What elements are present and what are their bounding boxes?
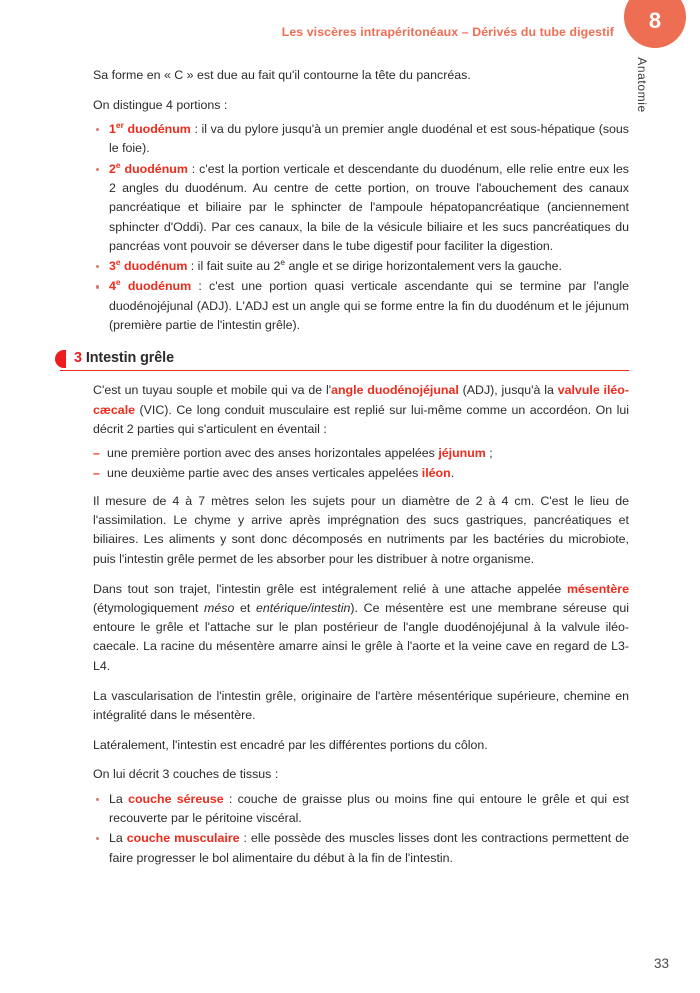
tissue-layers-list — [93, 790, 629, 868]
tissue-highlight: couche musculaire — [126, 831, 240, 846]
p1-part-b: (ADJ), jusqu'à la — [458, 383, 558, 398]
list-item — [93, 277, 629, 335]
chapter-number: 8 — [648, 8, 662, 33]
section-heading — [55, 349, 629, 371]
list-lead-text: On distingue 4 portions : — [93, 97, 228, 112]
item-text: : il fait suite au 2 — [187, 259, 281, 274]
list-item — [93, 160, 629, 256]
parts-dash-list — [93, 444, 629, 483]
ordinal-suffix: er — [115, 119, 124, 130]
list-item — [93, 829, 629, 868]
header-title: Les viscères intrapéritonéaux – Dérivés du tube digestif — [281, 25, 614, 39]
ordinal-suffix: e — [115, 159, 121, 170]
section-paragraph-6: On lui décrit 3 couches de tissus : — [93, 767, 279, 782]
tissue-text: : couche de graisse plus ou moins fine qui entoure le grêle et qui est recouverte par le péritoine viscéral. — [109, 791, 629, 825]
p1-highlight-2: valvule iléo-cæcale — [93, 383, 630, 417]
term-label: 4e duodénum — [109, 277, 192, 294]
item-text-cont: angle et se dirige horizontalement vers la gauche. — [285, 259, 562, 274]
chapter-badge — [624, 0, 686, 48]
list-item — [93, 257, 629, 276]
dash-text-a: une deuxième partie avec des anses verticales appelées — [107, 465, 422, 480]
section-heading-text — [55, 350, 174, 366]
duodenum-list — [93, 120, 629, 335]
dash-text-b: . — [450, 465, 455, 480]
tissue-prefix: La — [109, 791, 129, 806]
dash-highlight: iléon — [421, 465, 451, 480]
side-tab-anatomie: Anatomie — [634, 57, 649, 113]
list-item — [93, 790, 629, 829]
ordinal-suffix: e — [115, 257, 121, 268]
term-label: 3e duodénum — [109, 257, 188, 274]
tissue-text: : elle possède des muscles lisses dont les contractions permettent de faire progresser le bol alimentaire du début à la fin de l'intestin. — [109, 831, 629, 865]
p3-part-d: ). Ce mésentère est une membrane séreuse qui entoure le grêle et l'attache sur le plan postérieur de l'angle duodénojéjunal à la valvule iléo-caecale. La racine du mésentère amarre ainsi le grêle à l'aorte et la veine cave en regard de L3-L4. — [93, 600, 630, 673]
list-item — [93, 444, 629, 463]
p1-highlight-1: angle duodénojéjunal — [331, 383, 459, 398]
section-paragraph-2: Il mesure de 4 à 7 mètres selon les sujets pour un diamètre de 2 à 4 cm. C'est le lieu de l'assimilation. Le chyme y arrive après imprégnation des sucs gastriques, pancréatiques et biliaires. Les aliments y sont donc décomposés en nutriments par les bactéries du microbiote, puis l'intestin grêle permet de les absorber pour les distribuer à notre organisme. — [93, 493, 629, 566]
section-title: Intestin grêle — [85, 350, 174, 367]
p3-highlight: mésentère — [567, 581, 629, 596]
ordinal-suffix: e — [115, 277, 121, 288]
page-content — [74, 66, 630, 878]
p1-part-c: (VIC). Ce long conduit musculaire est replié sur lui-même comme un accordéon. On lui décrit 2 parties qui s'articulent en éventail : — [93, 402, 629, 436]
p1-part-a: C'est un tuyau souple et mobile qui va de l' — [93, 383, 332, 398]
item-text: : c'est la portion verticale et descendante du duodénum, elle relie entre eux les 2 angles du duodénum. Au centre de cette portion, on trouve l'abouchement des canaux pancréatique et biliaire par le sphincter de l'ampoule hépatopancréatique (anciennement sphincter d'Oddi). Par ces canaux, la bile de la vésicule biliaire et les sucs pancréatiques du pancréas vont pouvoir se déverser dans le tube digestif pour faciliter la digestion. — [109, 161, 629, 253]
page-number: 33 — [653, 956, 669, 971]
p3-part-c: et — [234, 600, 257, 615]
intro-paragraph: Sa forme en « C » est due au fait qu'il contourne la tête du pancréas. — [93, 68, 471, 82]
section-paragraph-3 — [93, 580, 629, 676]
dash-text-a: une première portion avec des anses horizontales appelées — [107, 446, 439, 461]
dash-highlight: jéjunum — [438, 446, 486, 461]
p3-italic-2: entérique/intestin — [256, 600, 351, 615]
ordinal-suffix-inline: e — [280, 257, 286, 268]
term-label: 1er duodénum — [109, 119, 191, 137]
term-label: 2e duodénum — [109, 159, 188, 176]
section-paragraph-5: Latéralement, l'intestin est encadré par les différentes portions du côlon. — [93, 737, 488, 752]
section-rule — [60, 370, 629, 371]
list-item — [93, 120, 629, 159]
tissue-highlight: couche séreuse — [128, 791, 224, 806]
section-paragraph-1 — [93, 381, 629, 439]
section-paragraph-4: La vascularisation de l'intestin grêle, originaire de l'artère mésentérique supérieure, chemine en intégralité dans le mésentère. — [93, 688, 629, 722]
tissue-prefix: La — [109, 831, 127, 846]
list-item — [93, 464, 629, 483]
p3-part-b: (étymologiquement — [93, 600, 205, 615]
section-number: 3 — [74, 350, 82, 367]
item-text: : il va du pylore jusqu'à un premier angle duodénal et est sous-hépatique (sous le foie). — [109, 122, 630, 156]
page-header — [0, 0, 700, 62]
dash-text-b: ; — [485, 446, 493, 461]
item-text: : c'est une portion quasi verticale ascendante qui se termine par l'angle duodénojéjunal (ADJ). L'ADJ est un angle qui se forme entre la fin du duodénum et le jéjunum (première partie de l'intestin grêle). — [109, 279, 630, 333]
p3-part-a: Dans tout son trajet, l'intestin grêle est intégralement relié à une attache appelée — [93, 581, 567, 596]
p3-italic-1: méso — [204, 600, 235, 615]
